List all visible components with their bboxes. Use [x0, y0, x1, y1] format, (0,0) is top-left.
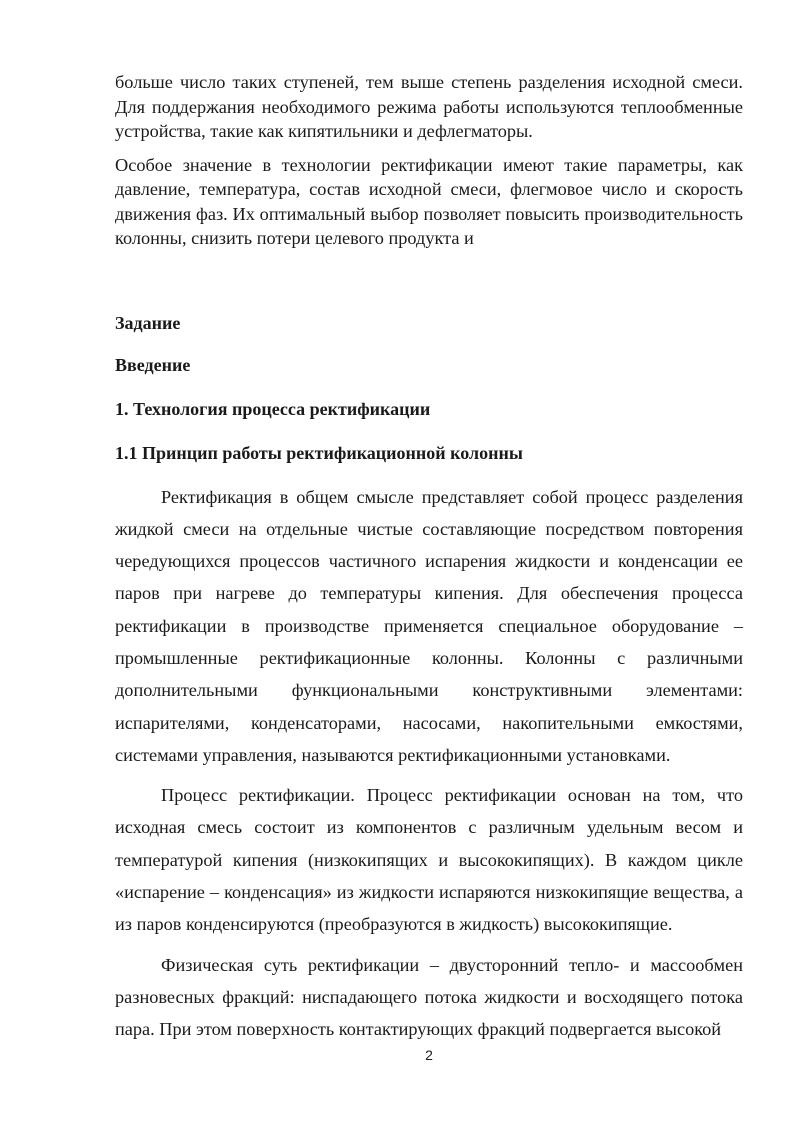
- body-paragraph-1: Ректификация в общем смысле представляет собой процесс разделения жидкой смеси на отдельные чистые составляющие посредством повторения чередующихся процессов частичного испарения жидкости и конденсации ее паров при нагреве до температуры кипения. Для обеспечения процесса ректификации в производстве применяется специальное оборудование – промышленные ректификационные колонны. Колонны с различными дополнительными функциональными конструктивными элементами: испарителями, конденсаторами, насосами, накопительными емкостями, системами управления, называются ректификационными установками.: [115, 486, 743, 765]
- heading-task: Задание: [115, 312, 181, 333]
- body-paragraph-3: Физическая суть ректификации – двусторонний тепло- и массообмен разновесных фракций: ниспадающего потока жидкости и восходящего потока пара. При этом поверхность контактирующих фракций подвергается высокой: [115, 954, 743, 1040]
- page-content: [115, 70, 743, 1046]
- intro-paragraph-2: Особое значение в технологии ректификации имеют такие параметры, как давление, температура, состав исходной смеси, флегмовое число и скорость движения фаз. Их оптимальный выбор позволяет повысить производительность колонны, снизить потери целевого продукта и: [115, 154, 743, 248]
- heading-chapter-1: 1. Технология процесса ректификации: [115, 398, 431, 419]
- intro-paragraph-1: больше число таких ступеней, тем выше степень разделения исходной смеси. Для поддержания необходимого режима работы используются теплообменные устройства, такие как кипятильники и дефлегматоры.: [115, 72, 743, 141]
- heading-intro: Введение: [115, 354, 191, 375]
- body-paragraph-2: Процесс ректификации. Процесс ректификации основан на том, что исходная смесь состоит из компонентов с различным удельным весом и температурой кипения (низкокипящих и высококипящих). В каждом цикле «испарение – конденсация» из жидкости испаряются низкокипящие вещества, а из паров конденсируются (преобразуются в жидкость) высококипящие.: [115, 785, 743, 935]
- heading-section-1-1: 1.1 Принцип работы ректификационной колонны: [115, 442, 523, 463]
- page-number: 2: [425, 1047, 433, 1063]
